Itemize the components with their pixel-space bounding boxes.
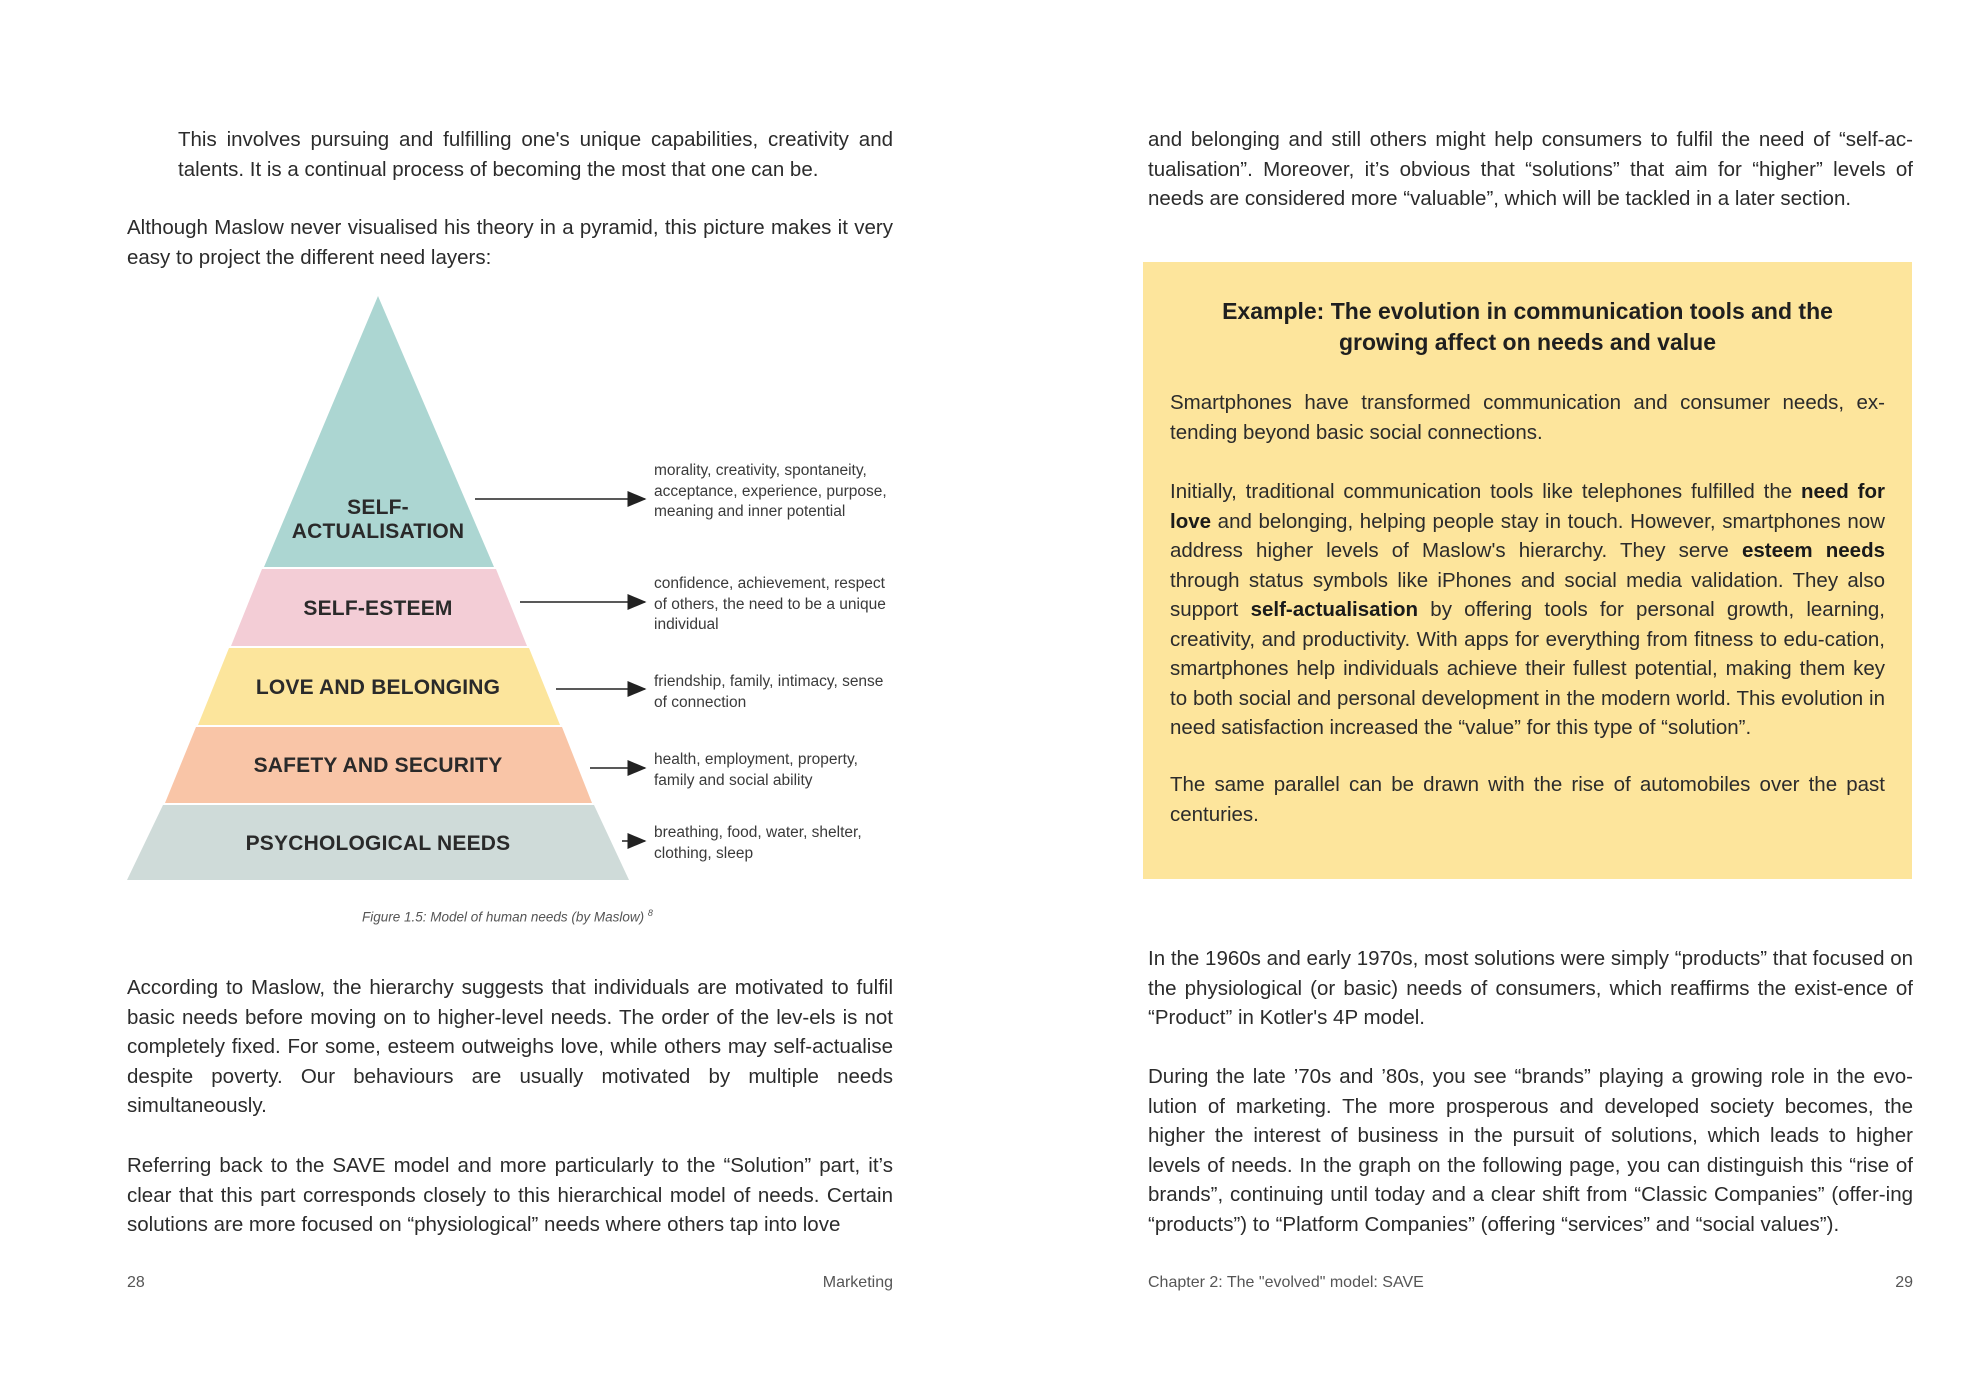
caption-footnote: 8 [647,908,653,918]
emphasis-esteem-needs: esteem needs [1741,539,1885,562]
pyramid-label-safety-and-security: SAFETY AND SECURITY [253,754,503,777]
left-paragraph-3: Referring back to the SAVE model and more particularly to the “Solution” part, it’s clear that this part corresponds closely to this hierarchical model of needs. Certain solutions are more focused on “physiological” needs where others tap into love [127,1154,893,1236]
annotation-psychological-needs: breathing, food, water, shelter, clothing, sleep [654,824,862,862]
pyramid-label-self-esteem: SELF-ESTEEM [303,597,453,620]
example-box-paragraph-3: The same parallel can be drawn with the rise of automobiles over the past centuries. [1170,773,1885,826]
right-paragraph-3: During the late ’70s and ’80s, you see “brands” playing a growing role in the evo-lution of marketing. The more prosperous and developed society becomes, the higher the interest of business in the pursuit of solutions, which leads to higher levels of needs. In the graph on the following page, you can distinguish this “rise of brands”, continuing until today and a clear shift from “Classic Companies” (offer-ing “products”) to “Platform Companies” (offering “services” and “social values”). [1148,1065,1913,1236]
pyramid-label-psychological-needs: PSYCHOLOGICAL NEEDS [245,832,511,855]
annotation-self-esteem: confidence, achievement, respect of others, the need to be a unique individual [654,575,886,633]
right-page [993,0,1985,1400]
right-paragraph-2: In the 1960s and early 1970s, most solutions were simply “products” that focused on the physiological (or basic) needs of consumers, which reaffirms the exist-ence of “Product” in Kotler's 4P model. [1148,947,1913,1029]
footer-chapter-title: Chapter 2: The "evolved" model: SAVE [1148,1274,1424,1291]
emphasis-need-for-love: need for love [1170,480,1885,533]
page-number-left: 28 [127,1274,145,1291]
example-box-paragraph-2: Initially, traditional communication tools like telephones fulfilled the need for love and belonging, helping people stay in touch. However, smartphones now address higher levels of Maslow's hierarchy. They serve esteem needs through status symbols like iPhones and social media validation. They also support self-actualisation by offering tools for personal growth, learning, creativity, and productivity. With apps for everything from fitness to edu-cation, smartphones help individuals achieve their fullest potential, making them key to both social and personal development in the modern world. This evolution in need satisfaction increased the “value” for this type of “solution”. [1170,480,1885,739]
annotation-self-actualisation: morality, creativity, spontaneity, acceptance, experience, purpose, meaning and inner potential [654,462,887,520]
intro-paragraph: Although Maslow never visualised his theory in a pyramid, this picture makes it very easy to project the different need layers: [127,216,893,269]
emphasis-self-actualisation: self-actualisation [1250,598,1419,621]
example-box-paragraph-1: Smartphones have transformed communication and consumer needs, ex-tending beyond basic social connections. [1170,391,1885,444]
left-paragraph-2: According to Maslow, the hierarchy suggests that individuals are motivated to fulfil basic needs before moving on to higher-level needs. The order of the lev-els is not completely fixed. For some, esteem outweighs love, while others may self-actualise despite poverty. Our behaviours are usually motivated by multiple needs simultaneously. [127,976,893,1117]
annotation-love-and-belonging: friendship, family, intimacy, sense of connection [654,673,884,711]
example-box-title: Example: The evolution in communication tools and the growing affect on needs and value [1222,298,1833,355]
intro-quote: This involves pursuing and fulfilling one's unique capabilities, creativity and talents. It is a continual process of becoming the most that one can be. [178,128,893,181]
figure-caption: Figure 1.5: Model of human needs (by Maslow) $^8$ [362,908,653,925]
left-page [0,0,992,1400]
pyramid-label-love-and-belonging: LOVE AND BELONGING [255,676,501,699]
footer-section-title: Marketing [822,1274,893,1291]
example-box [1143,262,1912,879]
page-number-right: 29 [1895,1274,1913,1291]
pyramid-label-self-actualisation: SELF- ACTUALISATION [291,496,465,543]
right-paragraph-1: and belonging and still others might help consumers to fulfil the need of “self-ac-tualisation”. Moreover, it’s obvious that “solutions” that aim for “higher” levels of needs are considered more “valuable”, which will be tackled in a later section. [1148,128,1913,210]
annotation-safety-and-security: health, employment, property, family and social ability [654,751,858,789]
